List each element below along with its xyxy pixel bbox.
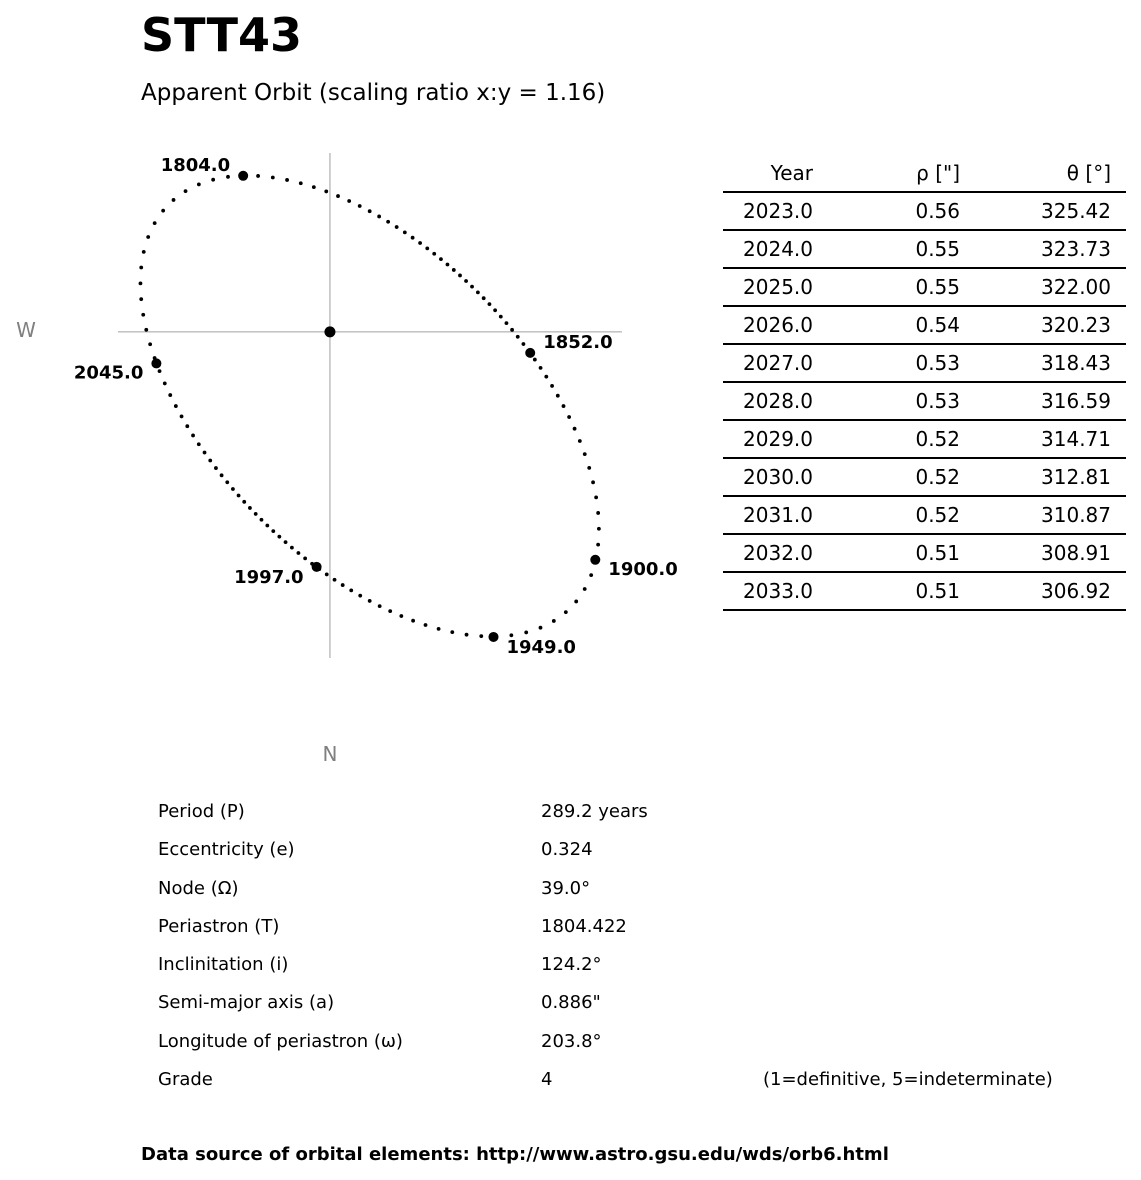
orbit-dot <box>505 321 509 325</box>
orbit-dot <box>285 178 289 182</box>
orbit-dot <box>174 404 178 408</box>
orbit-dot <box>556 394 560 398</box>
header-theta: θ [°] <box>1066 161 1111 185</box>
orbit-dot <box>395 225 399 229</box>
orbit-dot <box>333 578 337 582</box>
epoch-marker <box>488 632 498 642</box>
cell-theta: 306.92 <box>1041 579 1111 603</box>
orbit-dot <box>168 393 172 397</box>
orbit-dot <box>231 487 235 491</box>
table-row <box>723 534 1126 572</box>
cell-theta: 310.87 <box>1041 503 1111 527</box>
orbit-dot <box>386 220 390 224</box>
cell-theta: 308.91 <box>1041 541 1111 565</box>
chart-axes <box>118 153 622 658</box>
cell-theta: 318.43 <box>1041 351 1111 375</box>
orbit-dot <box>180 415 184 419</box>
orbit-dot <box>141 313 145 317</box>
cell-theta: 314.71 <box>1041 427 1111 451</box>
orbit-dot <box>144 328 148 332</box>
orbit-dot <box>139 281 143 285</box>
ephemeris-header-row <box>723 155 1126 192</box>
orbit-dot <box>336 194 340 198</box>
orbit-dot <box>591 480 595 484</box>
ephemeris-body <box>723 192 1126 610</box>
orbit-dot <box>148 342 152 346</box>
orbit-dot <box>347 199 351 203</box>
orbit-dot <box>271 176 275 180</box>
cell-rho: 0.55 <box>915 275 960 299</box>
orbit-dot <box>539 366 543 370</box>
element-label: Inclinitation (i) <box>158 954 289 976</box>
orbit-dot <box>446 263 450 267</box>
element-value: 0.886" <box>541 992 601 1014</box>
element-value: 1804.422 <box>541 915 627 937</box>
orbit-dot <box>524 631 528 635</box>
orbit-dot <box>573 427 577 431</box>
cell-year: 2027.0 <box>743 351 813 375</box>
cell-rho: 0.54 <box>915 313 960 337</box>
orbit-dot <box>284 540 288 544</box>
table-row <box>723 230 1126 268</box>
orbit-dot <box>533 358 537 362</box>
orbit-dot <box>522 342 526 346</box>
cell-theta: 312.81 <box>1041 465 1111 489</box>
orbit-dot <box>358 594 362 598</box>
orbit-dot <box>539 626 543 630</box>
orbit-dot <box>437 627 441 631</box>
epoch-marker <box>238 171 248 181</box>
orbit-dot <box>552 619 556 623</box>
epoch-label: 1804.0 <box>160 154 231 176</box>
orbit-dot <box>493 308 497 312</box>
cell-year: 2023.0 <box>743 199 813 223</box>
orbit-dot <box>220 473 224 477</box>
orbit-dot <box>562 404 566 408</box>
orbit-dot <box>583 452 587 456</box>
cell-pad <box>1111 306 1126 344</box>
orbit-dot <box>377 215 381 219</box>
orbit-dot <box>158 369 162 373</box>
orbit-dot <box>161 209 165 213</box>
header-pad <box>1111 155 1126 192</box>
orbit-dot <box>564 610 568 614</box>
cell-rho: 0.51 <box>915 579 960 603</box>
orbit-dot <box>544 375 548 379</box>
orbit-dot <box>146 235 150 239</box>
element-label: Periastron (T) <box>158 915 280 937</box>
table-row <box>723 192 1126 230</box>
epoch-label: 1900.0 <box>608 558 678 580</box>
cell-year: 2030.0 <box>743 465 813 489</box>
orbit-dot <box>425 246 429 250</box>
epoch-marker <box>590 555 600 565</box>
element-label: Eccentricity (e) <box>158 839 295 861</box>
epoch-label: 1997.0 <box>234 566 304 588</box>
cell-theta: 325.42 <box>1041 199 1111 223</box>
orbit-dot <box>211 178 215 182</box>
epoch-label: 1852.0 <box>543 331 613 353</box>
orbit-dot <box>225 480 229 484</box>
page-title: STT43 <box>141 8 302 62</box>
table-row <box>723 344 1126 382</box>
orbit-dot <box>271 529 275 533</box>
cell-pad <box>1111 382 1126 420</box>
cell-year: 2031.0 <box>743 503 813 527</box>
orbit-dot <box>172 198 176 202</box>
orbit-dot <box>368 209 372 213</box>
epoch-label: 2045.0 <box>73 362 144 384</box>
orbit-dot <box>248 506 252 510</box>
orbit-dot <box>325 573 329 577</box>
table-row <box>723 306 1126 344</box>
cell-rho: 0.53 <box>915 389 960 413</box>
orbit-dot <box>411 236 415 240</box>
cell-pad <box>1111 192 1126 230</box>
orbit-dot <box>411 619 415 623</box>
header-year: Year <box>770 161 813 185</box>
orbit-dot <box>470 285 474 289</box>
cell-year: 2029.0 <box>743 427 813 451</box>
element-value: 124.2° <box>541 954 602 976</box>
orbit-dot <box>452 268 456 272</box>
cell-year: 2026.0 <box>743 313 813 337</box>
orbit-dot <box>424 623 428 627</box>
orbit-dot <box>578 439 582 443</box>
cell-rho: 0.51 <box>915 541 960 565</box>
orbit-dot <box>450 630 454 634</box>
orbit-dot <box>499 315 503 319</box>
orbit-dot <box>214 466 218 470</box>
orbit-dot <box>587 466 591 470</box>
orbit-path <box>139 174 601 639</box>
cell-rho: 0.53 <box>915 351 960 375</box>
north-label: N <box>322 742 338 766</box>
cell-pad <box>1111 572 1126 610</box>
orbit-dot <box>254 512 258 516</box>
orbit-dot <box>237 494 241 498</box>
orbit-dot <box>574 600 578 604</box>
cell-theta: 316.59 <box>1041 389 1111 413</box>
cell-rho: 0.55 <box>915 237 960 261</box>
cell-pad <box>1111 534 1126 572</box>
orbit-dot <box>550 384 554 388</box>
orbit-dot <box>139 266 143 270</box>
orbit-dot <box>597 527 601 531</box>
element-value: 203.8° <box>541 1030 602 1052</box>
cell-theta: 320.23 <box>1041 313 1111 337</box>
orbit-dot <box>303 556 307 560</box>
cell-theta: 323.73 <box>1041 237 1111 261</box>
orbit-dot <box>594 495 598 499</box>
orbit-dot <box>256 174 260 178</box>
orbit-dot <box>277 535 281 539</box>
orbit-dot <box>510 328 514 332</box>
data-source: Data source of orbital elements: http://www.astro.gsu.edu/wds/orb6.html <box>141 1144 889 1165</box>
orbit-chart <box>0 0 720 780</box>
epoch-marker <box>151 358 161 368</box>
orbit-dot <box>589 573 593 577</box>
element-label: Semi-major axis (a) <box>158 992 335 1014</box>
epoch-marker <box>525 348 535 358</box>
cell-rho: 0.52 <box>915 427 960 451</box>
orbit-dot <box>299 181 303 185</box>
epoch-label: 1949.0 <box>506 636 576 658</box>
element-label: Longitude of periastron (ω) <box>158 1030 403 1052</box>
orbit-dot <box>191 434 195 438</box>
orbit-dot <box>142 250 146 254</box>
orbit-dot <box>596 543 600 547</box>
cell-year: 2025.0 <box>743 275 813 299</box>
table-row <box>723 496 1126 534</box>
ephemeris-table <box>723 155 1126 611</box>
orbit-dot <box>324 190 328 194</box>
orbit-dot <box>265 524 269 528</box>
cell-year: 2033.0 <box>743 579 813 603</box>
orbit-dot <box>482 296 486 300</box>
orbit-dot <box>399 614 403 618</box>
orbit-dot <box>378 604 382 608</box>
element-note: (1=definitive, 5=indeterminate) <box>763 1069 1053 1091</box>
cell-theta: 322.00 <box>1041 275 1111 299</box>
orbit-dot <box>476 290 480 294</box>
orbit-dot <box>184 189 188 193</box>
element-value: 39.0° <box>541 877 591 899</box>
cell-year: 2032.0 <box>743 541 813 565</box>
orbit-dot <box>403 230 407 234</box>
orbit-dot <box>260 518 264 522</box>
west-label: W <box>16 318 36 342</box>
cell-pad <box>1111 496 1126 534</box>
orbit-dot <box>432 252 436 256</box>
element-value: 4 <box>541 1069 553 1091</box>
orbit-dot <box>163 382 167 386</box>
orbit-dot <box>203 451 207 455</box>
orbit-dot <box>197 183 201 187</box>
orbit-dot <box>596 511 600 515</box>
orbit-dot <box>341 583 345 587</box>
epoch-marker <box>312 562 322 572</box>
primary-star-marker <box>324 326 335 337</box>
table-row <box>723 268 1126 306</box>
orbit-dot <box>139 297 143 301</box>
element-label: Node (Ω) <box>158 877 239 899</box>
element-value: 0.324 <box>541 839 593 861</box>
orbit-dot <box>439 257 443 261</box>
orbit-dot <box>197 442 201 446</box>
orbit-dot <box>185 424 189 428</box>
cell-year: 2024.0 <box>743 237 813 261</box>
orbit-dot <box>583 587 587 591</box>
orbit-dot <box>488 302 492 306</box>
orbit-dot <box>368 599 372 603</box>
orbit-dot <box>312 185 316 189</box>
cell-pad <box>1111 268 1126 306</box>
orbit-markers <box>74 155 678 658</box>
orbit-dot <box>516 335 520 339</box>
orbit-dot <box>297 551 301 555</box>
orbit-dot <box>349 588 353 592</box>
orbit-dot <box>458 274 462 278</box>
orbit-dot <box>208 459 212 463</box>
orbit-dot <box>388 609 392 613</box>
cell-pad <box>1111 344 1126 382</box>
table-row <box>723 382 1126 420</box>
cell-year: 2028.0 <box>743 389 813 413</box>
orbit-dot <box>567 415 571 419</box>
cell-rho: 0.56 <box>915 199 960 223</box>
orbit-dot <box>464 279 468 283</box>
table-row <box>723 572 1126 610</box>
cell-pad <box>1111 458 1126 496</box>
cell-rho: 0.52 <box>915 465 960 489</box>
cell-rho: 0.52 <box>915 503 960 527</box>
orbit-dot <box>479 634 483 638</box>
header-rho: ρ ["] <box>916 161 960 185</box>
cell-pad <box>1111 420 1126 458</box>
orbit-dot <box>290 546 294 550</box>
orbit-dot <box>153 221 157 225</box>
element-label: Grade <box>158 1069 213 1091</box>
orbit-dot <box>465 633 469 637</box>
orbit-dot <box>418 241 422 245</box>
table-row <box>723 420 1126 458</box>
orbit-dot <box>358 204 362 208</box>
element-value: 289.2 years <box>541 801 648 822</box>
cell-pad <box>1111 230 1126 268</box>
chart-subtitle: Apparent Orbit (scaling ratio x:y = 1.16) <box>141 80 606 106</box>
orbit-dot <box>242 500 246 504</box>
table-row <box>723 458 1126 496</box>
element-label: Period (P) <box>158 801 245 822</box>
